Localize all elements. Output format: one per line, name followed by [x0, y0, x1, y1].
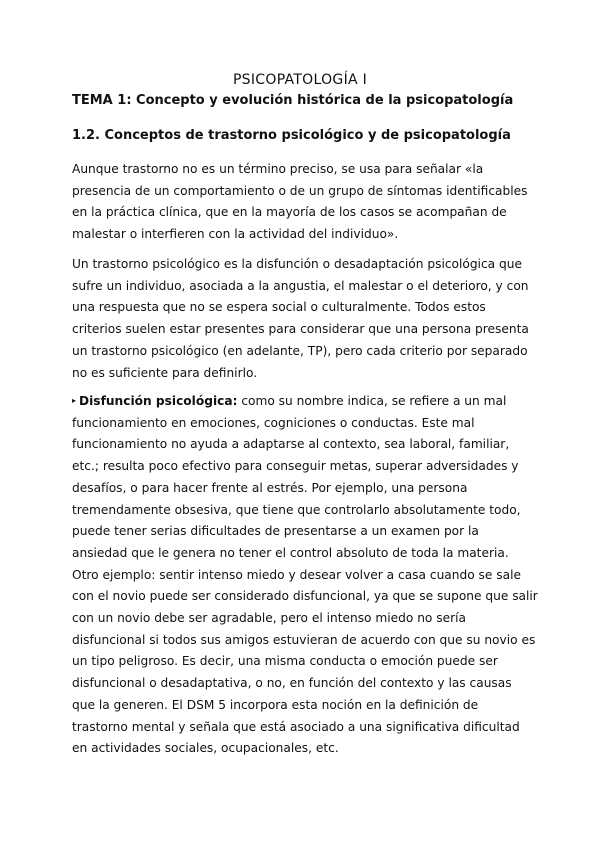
text-line: que la generen. El DSM 5 incorpora esta noción en la definición de: [72, 697, 479, 712]
text-line: ansiedad que le genera no tener el control absoluto de toda la materia.: [72, 545, 509, 560]
bullet-first-line: [72, 390, 532, 413]
text-line: Un trastorno psicológico es la disfunción o desadaptación psicológica que: [72, 257, 522, 271]
text-line: malestar o interfieren con la actividad del individuo».: [72, 227, 399, 242]
text-line: criterios suelen estar presentes para considerar que una persona presenta: [72, 322, 529, 337]
paragraph-definition: [72, 159, 532, 246]
document-title: PSICOPATOLOGÍA I: [232, 72, 368, 88]
text-line: disfuncional o desadaptativa, o no, en función del contexto y las causas: [72, 676, 512, 691]
text-line: trastorno mental y señala que está asociado a una significativa dificultad: [72, 719, 520, 734]
text-line: funcionamiento en emociones, cogniciones o conductas. Este mal: [72, 415, 475, 430]
text-line: tremendamente obsesiva, que tiene que controlarlo absolutamente todo,: [72, 502, 521, 517]
text-line: presencia de un comportamiento o de un grupo de síntomas identificables: [72, 183, 528, 198]
paragraph-trastorno: [72, 254, 532, 384]
text-line: un trastorno psicológico (en adelante, TP), pero cada criterio por separado: [72, 343, 528, 358]
text-line: sufre un individuo, asociada a la angustia, el malestar o el deterioro, y con: [72, 278, 529, 293]
text-line: disfuncional si todos sus amigos estuvieran de acuerdo con que su novio es: [72, 632, 536, 647]
bullet-disfuncion: [72, 390, 538, 760]
text-line: desafíos, o para hacer frente al estrés. Por ejemplo, una persona: [72, 480, 468, 495]
text-line: en la práctica clínica, que en la mayoría de los casos se acompañan de: [72, 205, 507, 220]
text-line: un tipo peligroso. Es decir, una misma conducta o emoción puede ser: [72, 654, 498, 669]
text-line: no es suficiente para definirlo.: [72, 365, 258, 380]
text-line: puede tener serias dificultades de presentarse a un examen por la: [72, 524, 479, 539]
text-line: una respuesta que no se espera social o culturalmente. Todos estos: [72, 300, 486, 315]
section-heading: 1.2. Conceptos de trastorno psicológico y de psicopatología: [72, 128, 511, 143]
tema-heading: TEMA 1: Concepto y evolución histórica de la psicopatología: [72, 93, 514, 108]
bullet-term: Disfunción psicológica:: [79, 394, 238, 408]
bullet-arrow-icon: ▸: [72, 396, 77, 405]
bullet-text: como su nombre indica, se refiere a un mal: [237, 394, 507, 408]
text-line: Aunque trastorno no es un término preciso, se usa para señalar «la: [72, 162, 484, 176]
text-line: con el novio puede ser considerado disfuncional, ya que se supone que salir: [72, 589, 538, 604]
text-line: funcionamiento no ayuda a adaptarse al contexto, sea laboral, familiar,: [72, 437, 510, 452]
text-line: etc.; resulta poco efectivo para conseguir metas, superar adversidades y: [72, 459, 519, 474]
text-line: en actividades sociales, ocupacionales, etc.: [72, 741, 339, 756]
text-line: con un novio debe ser agradable, pero el intenso miedo no sería: [72, 611, 466, 626]
text-line: Otro ejemplo: sentir intenso miedo y desear volver a casa cuando se sale: [72, 567, 521, 582]
